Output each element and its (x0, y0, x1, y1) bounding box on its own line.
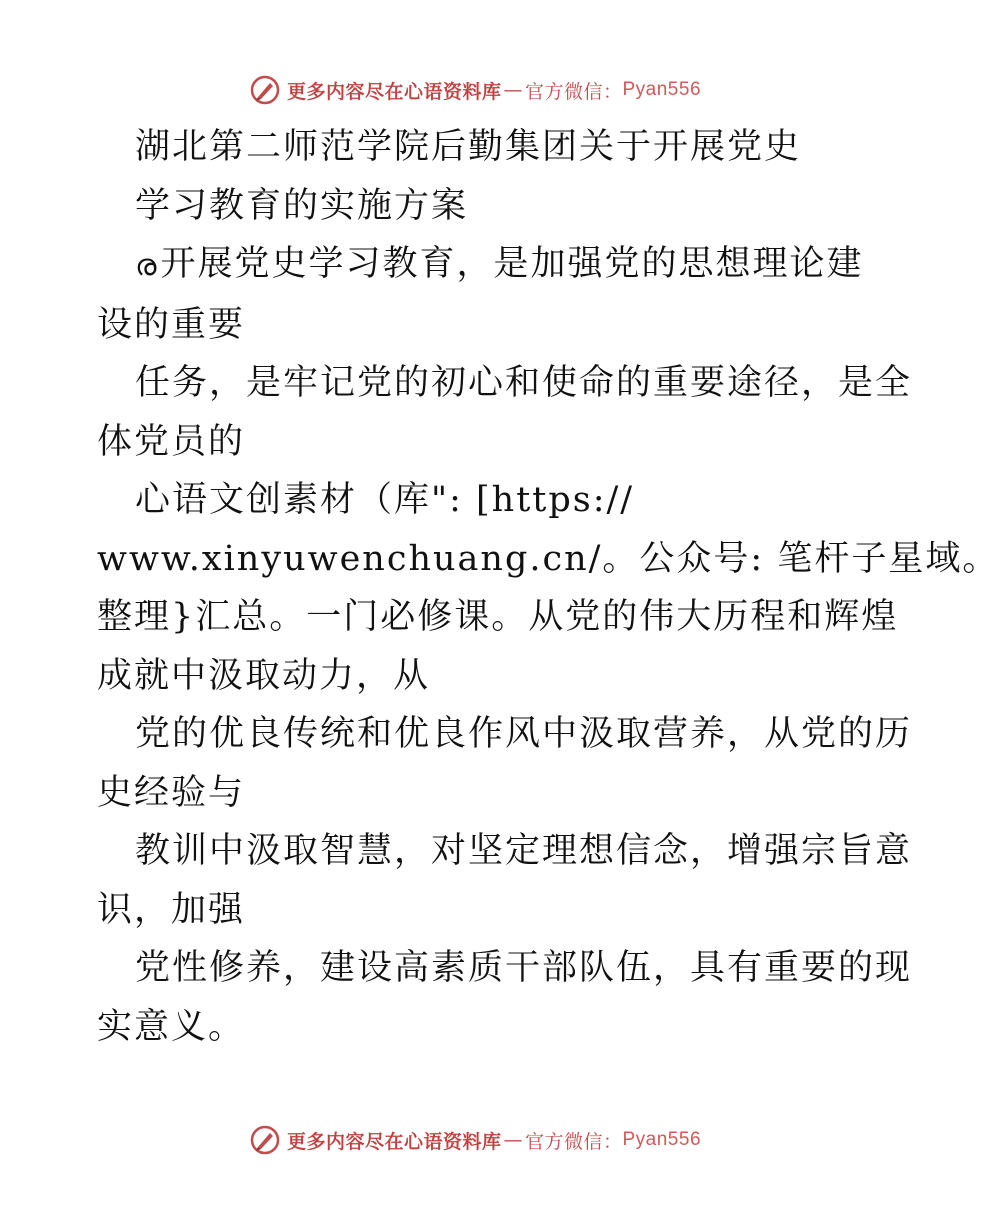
footer-watermark (0, 1122, 950, 1158)
paragraph-line: 体党员的 (97, 421, 246, 462)
paragraph-line: 党性修养，建设高素质干部队伍，具有重要的现 (135, 948, 913, 988)
watermark-main-text: 更多内容尽在心语资料库 (286, 1130, 502, 1153)
title-line-1: 湖北第二师范学院后勤集团关于开展党史 (135, 127, 802, 167)
paragraph-line: 识，加强 (97, 889, 246, 930)
watermark-dash: — (503, 1129, 523, 1151)
paragraph-line: 史经验与 (97, 772, 246, 813)
watermark-wechat-id: Pyan556 (622, 1129, 702, 1150)
paragraph-line: 设的重要 (97, 304, 246, 345)
paragraph-line: 教训中汲取智慧，对坚定理想信念，增强宗旨意 (135, 831, 913, 871)
header-watermark (0, 72, 950, 108)
pen-logo-icon (249, 74, 281, 106)
paragraph-line: 实意义。 (97, 1006, 246, 1047)
paragraph-line: 党的优良传统和优良作风中汲取营养，从党的历 (135, 714, 913, 754)
watermark-wechat-label: 官方微信： (524, 1130, 623, 1153)
watermark-wechat-id: Pyan556 (622, 79, 702, 100)
paragraph-line: 整理}汇总。一门必修课。从党的伟大历程和辉煌 (97, 597, 899, 637)
paragraph-line: 心语文创素材（库": [https:// (135, 480, 635, 520)
paragraph-text: 开展党史学习教育，是加强党的思想理论建 (160, 244, 864, 284)
document-body (97, 118, 999, 1056)
watermark-main-text: 更多内容尽在心语资料库 (286, 80, 502, 103)
watermark-wechat-label: 官方微信： (524, 80, 623, 103)
paragraph-line (97, 235, 864, 296)
title-line-2: 学习教育的实施方案 (135, 185, 469, 226)
watermark-dash: — (503, 79, 523, 101)
paragraph-line: 任务，是牢记党的初心和使命的重要途径，是全 (135, 363, 913, 403)
pen-logo-icon (249, 1124, 281, 1156)
paragraph-line: www.xinyuwenchuang.cn/。公众号: 笔杆子星域。 (97, 538, 999, 579)
paragraph-line: 成就中汲取动力，从 (97, 655, 431, 696)
ornament-icon: ര (135, 248, 159, 283)
